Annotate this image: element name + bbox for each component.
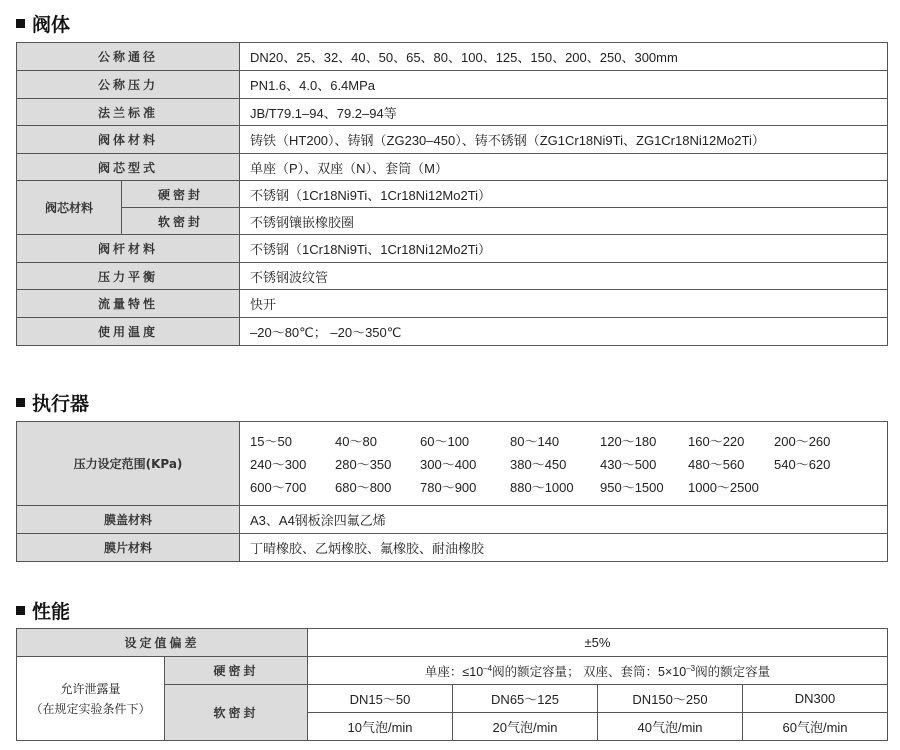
square-bullet-icon: [16, 606, 25, 615]
pressure-range-item: 80～140: [510, 434, 560, 449]
dn-cell: DN65～125: [453, 685, 598, 713]
core-hard-seal-label: 硬密封: [122, 181, 240, 208]
hard-seal-exponent: –4: [483, 663, 493, 673]
row-value: 快开: [240, 290, 888, 318]
bubble-cell: 60气泡/min: [743, 713, 888, 741]
row-label: 阀芯型式: [17, 154, 240, 181]
core-hard-seal-value: 不锈钢（1Cr18Ni9Ti、1Cr18Ni12Mo2Ti）: [240, 181, 888, 208]
table-row: [17, 318, 888, 346]
row-value: 不锈钢（1Cr18Ni9Ti、1Cr18Ni12Mo2Ti）: [240, 235, 888, 263]
row-label: 法兰标准: [17, 99, 240, 126]
row-value: JB/T79.1–94、79.2–94等: [240, 99, 888, 126]
table-row: [17, 99, 888, 126]
pressure-range-item: 950～1500: [600, 480, 664, 495]
pressure-range-grid: [250, 431, 887, 496]
diaphragm-material-value: 丁晴橡胶、乙炳橡胶、氟橡胶、耐油橡胶: [240, 534, 888, 562]
section-title-performance: [16, 597, 70, 624]
pressure-range-item: 60～100: [420, 434, 470, 449]
pressure-range-item: 380～450: [510, 457, 567, 472]
deviation-value: ±5%: [308, 629, 888, 657]
table-row: [17, 235, 888, 263]
perf-hard-seal-label: 硬密封: [165, 657, 308, 685]
row-value: DN20、25、32、40、50、65、80、100、125、150、200、250、300mm: [240, 43, 888, 71]
deviation-label: 设定值偏差: [17, 629, 308, 657]
pressure-range-item: 280～350: [335, 457, 392, 472]
row-label: 压力平衡: [17, 263, 240, 290]
perf-hard-seal-value: [308, 657, 888, 685]
section-title-text: 阀体: [32, 14, 71, 36]
core-material-label: 阀芯材料: [17, 181, 122, 235]
square-bullet-icon: [16, 398, 25, 407]
table-row: [17, 534, 888, 562]
pressure-range-item: 200～260: [774, 434, 831, 449]
table-row: [17, 506, 888, 534]
section-title-valve-body: [16, 10, 70, 37]
table-row: [17, 126, 888, 154]
row-value: 单座（P）、双座（N）、套筒（M）: [240, 154, 888, 181]
bubble-cell: 20气泡/min: [453, 713, 598, 741]
performance-table: [16, 628, 888, 741]
table-row: [17, 154, 888, 181]
dn-cell: DN15～50: [308, 685, 453, 713]
row-value: 铸铁（HT200）、铸钢（ZG230–450）、铸不锈钢（ZG1Cr18Ni9Ti、ZG1Cr18Ni12Mo2Ti）: [240, 126, 888, 154]
leakage-label: [17, 657, 165, 741]
table-row: [17, 43, 888, 71]
leakage-label-line2: （在规定实验条件下）: [30, 701, 151, 716]
table-row: [17, 422, 888, 506]
pressure-range-item: 430～500: [600, 457, 657, 472]
hard-seal-exponent: –3: [686, 663, 696, 673]
bubble-cell: 10气泡/min: [308, 713, 453, 741]
leakage-label-line1: 允许泄露量: [60, 681, 121, 696]
actuator-table: [16, 421, 888, 562]
pressure-range-item: [774, 477, 854, 496]
pressure-range-values: [240, 422, 888, 506]
row-value: 不锈钢波纹管: [240, 263, 888, 290]
table-row: [17, 290, 888, 318]
pressure-range-item: 1000～2500: [688, 480, 759, 495]
cover-material-value: A3、A4钢板涂四氟乙烯: [240, 506, 888, 534]
pressure-range-item: 880～1000: [510, 480, 574, 495]
hard-seal-text-part: 阀的额定容量: [695, 664, 771, 679]
table-row: [17, 263, 888, 290]
row-value: PN1.6、4.0、6.4MPa: [240, 71, 888, 99]
pressure-range-item: 300～400: [420, 457, 477, 472]
pressure-range-item: 15～50: [250, 434, 292, 449]
hard-seal-text-part: 单座：≤10: [424, 664, 484, 679]
core-soft-seal-value: 不锈钢镶嵌橡胶圈: [240, 208, 888, 235]
row-label: 阀杆材料: [17, 235, 240, 263]
square-bullet-icon: [16, 19, 25, 28]
section-title-text: 执行器: [32, 393, 90, 415]
cover-material-label: 膜盖材料: [17, 506, 240, 534]
row-label: 流量特性: [17, 290, 240, 318]
table-row: [17, 208, 888, 235]
perf-soft-seal-label: 软密封: [165, 685, 308, 741]
dn-cell: DN150～250: [598, 685, 743, 713]
hard-seal-text-part: 阀的额定容量； 双座、套筒：5×10: [492, 664, 687, 679]
pressure-range-item: 120～180: [600, 434, 657, 449]
pressure-range-item: 780～900: [420, 480, 477, 495]
row-label: 阀体材料: [17, 126, 240, 154]
row-label: 公称压力: [17, 71, 240, 99]
bubble-cell: 40气泡/min: [598, 713, 743, 741]
pressure-range-item: 600～700: [250, 480, 307, 495]
pressure-range-item: 240～300: [250, 457, 307, 472]
row-label: 使用温度: [17, 318, 240, 346]
pressure-range-item: 160～220: [688, 434, 745, 449]
pressure-range-item: 480～560: [688, 457, 745, 472]
row-value: –20～80℃； –20～350℃: [240, 318, 888, 346]
diaphragm-material-label: 膜片材料: [17, 534, 240, 562]
pressure-range-item: 680～800: [335, 480, 392, 495]
section-title-actuator: [16, 389, 89, 416]
table-row: [17, 657, 888, 685]
pressure-range-label: 压力设定范围(KPa): [17, 422, 240, 506]
valve-body-table: [16, 42, 888, 346]
table-row: [17, 629, 888, 657]
table-row: [17, 181, 888, 208]
dn-cell: DN300: [743, 685, 888, 713]
core-soft-seal-label: 软密封: [122, 208, 240, 235]
pressure-range-item: 540～620: [774, 457, 831, 472]
table-row: [17, 71, 888, 99]
pressure-range-item: 40～80: [335, 434, 377, 449]
row-label: 公称通径: [17, 43, 240, 71]
section-title-text: 性能: [32, 601, 71, 623]
